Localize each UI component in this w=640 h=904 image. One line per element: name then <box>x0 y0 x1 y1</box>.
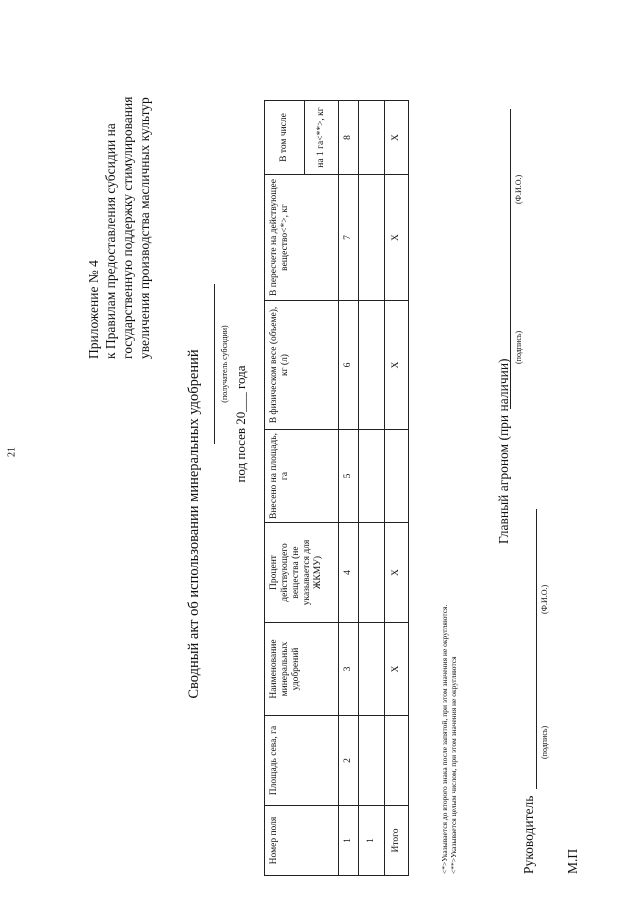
table-cell <box>359 301 385 430</box>
head-label: Руководитель <box>521 795 536 874</box>
table-cell <box>359 523 385 623</box>
fio-caption: (Ф.И.О.) <box>540 584 549 614</box>
table-cell: X <box>385 101 409 175</box>
table-cell: X <box>385 623 409 716</box>
fio-caption: (Ф.И.О.) <box>514 174 523 204</box>
table-cell <box>359 716 385 806</box>
header-field-number: Номер поля <box>265 806 339 876</box>
sowing-year-line: под посев 20___ года <box>233 365 248 483</box>
header-applied-area: Внесено на площадь, га <box>265 430 339 523</box>
column-number: 5 <box>339 430 359 523</box>
column-number: 4 <box>339 523 359 623</box>
column-number: 7 <box>339 175 359 301</box>
column-number: 8 <box>339 101 359 175</box>
header-physical-weight: В физическом весе (объеме), кг (л) <box>265 301 339 430</box>
appendix-line: государственную поддержку стимулирования <box>120 96 135 359</box>
table-cell <box>359 101 385 175</box>
header-active-substance-percent: Процент действующего вещества (не указывается для ЖКМУ) <box>265 523 339 623</box>
document-title: Сводный акт об использовании минеральных удобрений <box>186 349 202 699</box>
head-signature-line <box>536 509 537 789</box>
signature-caption: (подпись) <box>540 725 549 759</box>
appendix-line: увеличения производства масличных культур <box>137 97 152 359</box>
recipient-caption: (получатель субсидии) <box>220 325 229 403</box>
table-cell <box>385 716 409 806</box>
header-fertilizer-name: Наименование минеральных удобрений <box>265 623 339 716</box>
column-number: 6 <box>339 301 359 430</box>
stamp-placeholder: М.П <box>565 848 580 874</box>
column-number: 3 <box>339 623 359 716</box>
table-cell: X <box>385 523 409 623</box>
chief-agronomist-label: Главный агроном (при наличии) <box>496 358 511 544</box>
table-cell: X <box>385 175 409 301</box>
header-including: В том числе <box>265 101 305 175</box>
appendix-line: к Правилам предоставления субсидии на <box>103 123 118 359</box>
table-cell: 1 <box>359 806 385 876</box>
chief-agronomist-signature-line <box>510 109 511 409</box>
table-cell: X <box>385 301 409 430</box>
signature-caption: (подпись) <box>514 330 523 364</box>
total-label: Итого <box>385 806 409 876</box>
footnote: <**>Указывается целым числом, при этом значения не округляются <box>449 656 458 874</box>
table-cell <box>359 623 385 716</box>
page-number: 21 <box>6 447 18 457</box>
fertilizer-table <box>264 100 409 876</box>
appendix-header <box>85 0 153 359</box>
recipient-field-line <box>214 284 215 444</box>
header-per-hectare: на 1 га<**>, кг <box>305 101 339 175</box>
table-cell <box>385 430 409 523</box>
column-number: 2 <box>339 716 359 806</box>
footnotes <box>440 605 458 874</box>
table-cell <box>359 430 385 523</box>
footnote: <*>Указывается до второго знака после запятой, при этом значения не округляются. <box>440 604 449 874</box>
appendix-number: Приложение № 4 <box>86 260 101 359</box>
header-sowing-area: Площадь сева, га <box>265 716 339 806</box>
table-cell <box>359 175 385 301</box>
column-number: 1 <box>339 806 359 876</box>
header-active-substance-weight: В пересчете на действующее вещество<*>, кг <box>265 175 339 301</box>
